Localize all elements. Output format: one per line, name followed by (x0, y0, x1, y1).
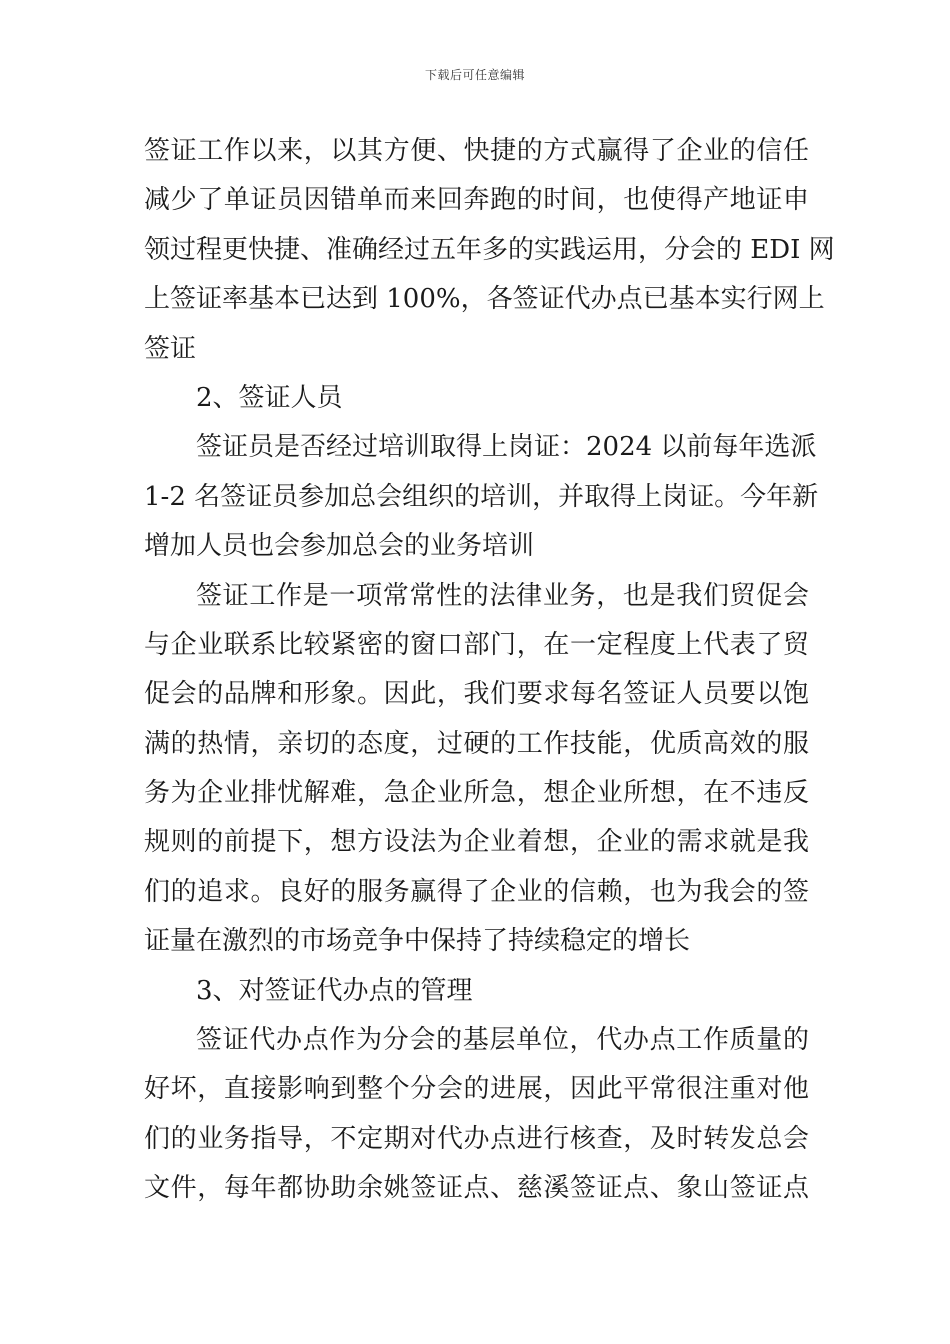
document-body (144, 127, 835, 1214)
paragraph-line: 减少了单证员因错单而来回奔跑的时间，也使得产地证申 (144, 185, 809, 216)
paragraph-line: 满的热情，亲切的态度，过硬的工作技能，优质高效的服 (144, 728, 809, 759)
paragraph-line: 们的业务指导，不定期对代办点进行核查，及时转发总会 (144, 1123, 809, 1154)
paragraph-line: 上签证率基本已达到 100%，各签证代办点已基本实行网上 (144, 284, 825, 315)
paragraph-line: 们的追求。良好的服务赢得了企业的信赖，也为我会的签 (144, 876, 809, 907)
paragraph-line: 签证 (144, 333, 197, 364)
paragraph-line: 领过程更快捷、准确经过五年多的实践运用，分会的 EDI 网 (144, 234, 835, 265)
section-heading: 3、对签证代办点的管理 (196, 975, 473, 1006)
paragraph-line: 签证工作以来，以其方便、快捷的方式赢得了企业的信任 (144, 136, 809, 166)
paragraph-line: 务为企业排忧解难，急企业所急，想企业所想，在不违反 (144, 778, 809, 809)
section-heading: 2、签证人员 (196, 382, 343, 413)
paragraph-line: 签证工作是一项常常性的法律业务，也是我们贸促会 (196, 580, 809, 611)
paragraph-line: 促会的品牌和形象。因此，我们要求每名签证人员要以饱 (144, 679, 809, 710)
paragraph-line: 与企业联系比较紧密的窗口部门，在一定程度上代表了贸 (144, 629, 809, 660)
page-header: 下载后可任意编辑 (424, 68, 525, 82)
paragraph-line: 签证代办点作为分会的基层单位，代办点工作质量的 (196, 1025, 809, 1056)
paragraph-line: 规则的前提下，想方设法为企业着想，企业的需求就是我 (144, 827, 809, 858)
paragraph-line: 证量在激烈的市场竞争中保持了持续稳定的增长 (144, 926, 691, 957)
paragraph-line: 1-2 名签证员参加总会组织的培训，并取得上岗证。今年新 (144, 481, 819, 512)
paragraph-line: 签证员是否经过培训取得上岗证：2024 以前每年选派 (196, 432, 817, 463)
paragraph-line: 文件，每年都协助余姚签证点、慈溪签证点、象山签证点 (144, 1173, 809, 1204)
paragraph-line: 好坏，直接影响到整个分会的进展，因此平常很注重对他 (144, 1074, 809, 1105)
paragraph-line: 增加人员也会参加总会的业务培训 (144, 531, 535, 562)
